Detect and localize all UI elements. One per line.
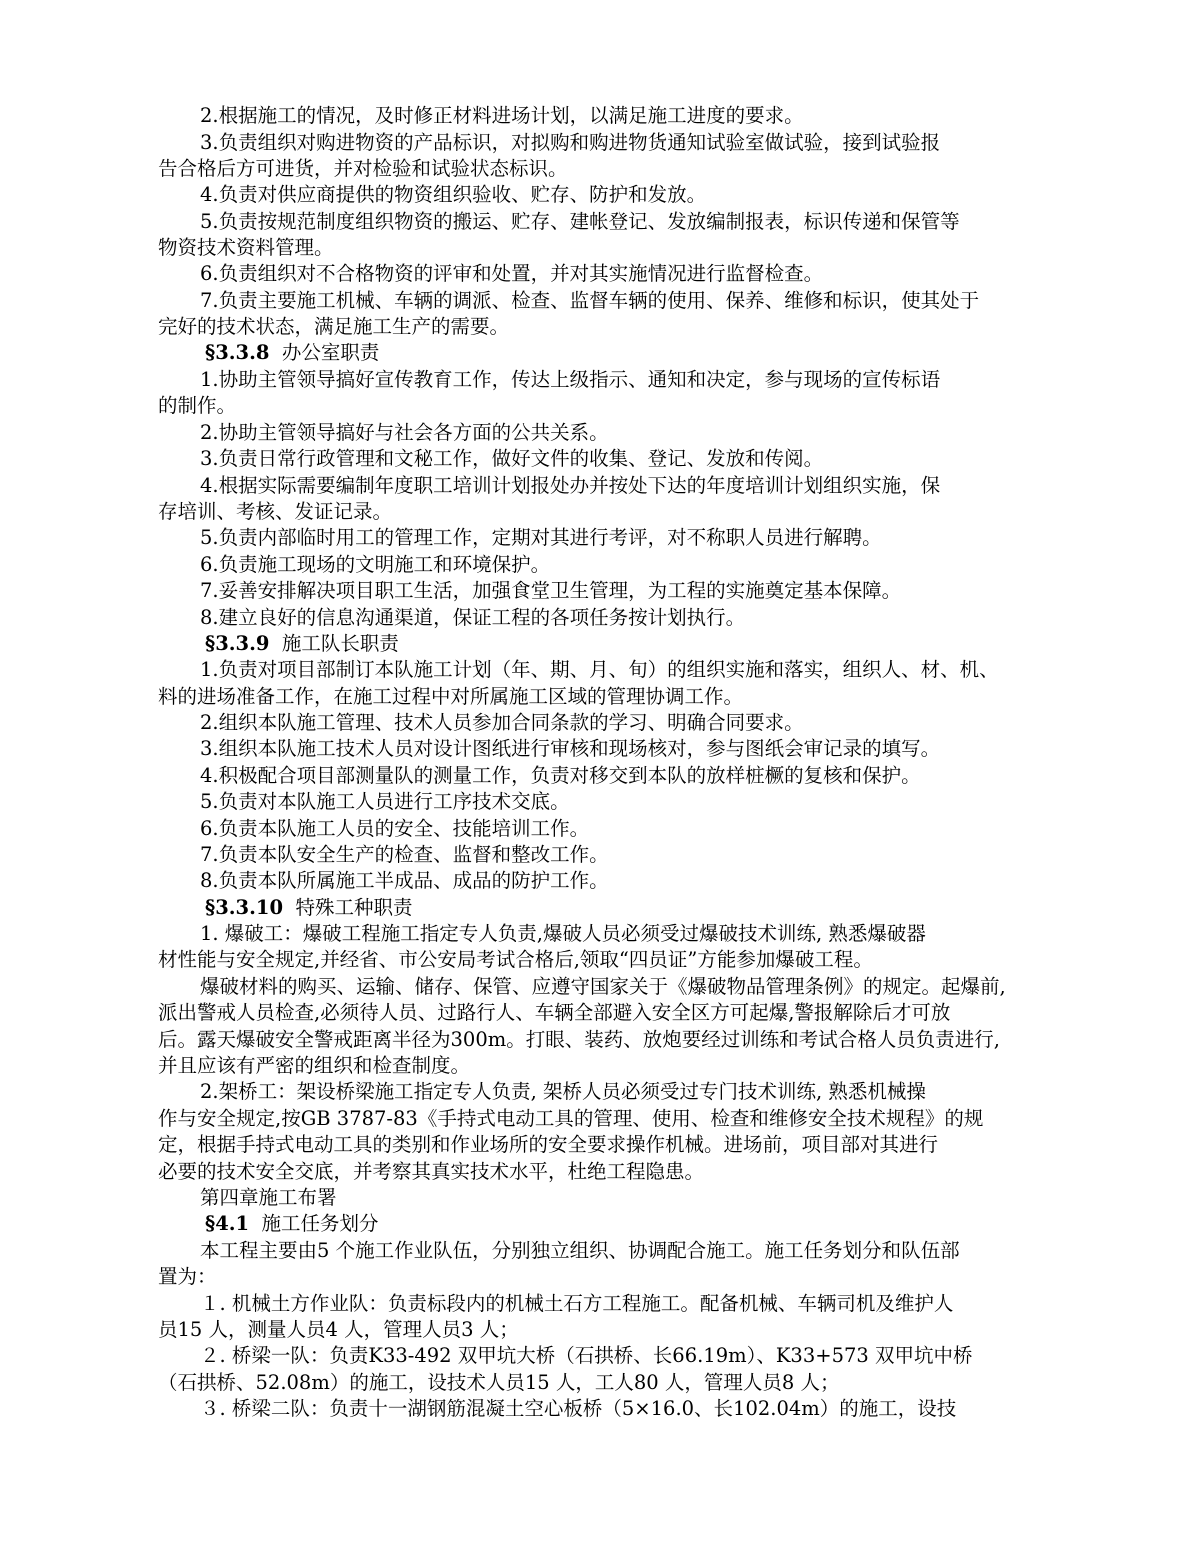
paragraph: ３. 桥梁二队：负责十一湖钢筋混凝土空心板桥（5×16.0、长102.04m）的施工，设技 xyxy=(200,1397,957,1420)
paragraph: 6.负责本队施工人员的安全、技能培训工作。 xyxy=(200,817,590,840)
paragraph-continuation: 后。露天爆破安全警戒距离半径为300m。打眼、装药、放炮要经过训练和考试合格人员负责进行, xyxy=(158,1028,1000,1051)
section-heading-3-3-8 xyxy=(205,341,379,365)
paragraph: 5.负责对本队施工人员进行工序技术交底。 xyxy=(200,790,570,813)
section-title: 特殊工种职责 xyxy=(295,896,413,919)
paragraph: ２. 桥梁一队：负责K33-492 双甲坑大桥（石拱桥、长66.19m）、K33+573 双甲坑中桥 xyxy=(200,1344,973,1367)
paragraph: 3.组织本队施工技术人员对设计图纸进行审核和现场核对，参与图纸会审记录的填写。 xyxy=(200,737,941,760)
paragraph: 4.积极配合项目部测量队的测量工作，负责对移交到本队的放样桩橛的复核和保护。 xyxy=(200,764,921,787)
section-heading-3-3-10 xyxy=(205,896,412,920)
paragraph-continuation: 材性能与安全规定,并经省、市公安局考试合格后,领取“四员证”方能参加爆破工程。 xyxy=(158,948,873,971)
paragraph-continuation: 的制作。 xyxy=(158,394,237,417)
section-number: §3.3.9 xyxy=(205,632,270,655)
paragraph: 8.负责本队所属施工半成品、成品的防护工作。 xyxy=(200,869,609,892)
paragraph-continuation: 员15 人，测量人员4 人，管理人员3 人； xyxy=(158,1318,519,1341)
paragraph: 2.架桥工：架设桥梁施工指定专人负责, 架桥人员必须受过专门技术训练, 熟悉机械操 xyxy=(200,1080,926,1103)
paragraph: 1.协助主管领导搞好宣传教育工作，传达上级指示、通知和决定，参与现场的宣传标语 xyxy=(200,368,941,391)
paragraph-continuation: 必要的技术安全交底，并考察其真实技术水平，杜绝工程隐患。 xyxy=(158,1160,705,1183)
paragraph-continuation: （石拱桥、52.08m）的施工，设技术人员15 人，工人80 人，管理人员8 人； xyxy=(158,1371,840,1394)
paragraph: 1. 爆破工：爆破工程施工指定专人负责,爆破人员必须受过爆破技术训练, 熟悉爆破器 xyxy=(200,922,926,945)
section-heading-4-1 xyxy=(205,1212,379,1236)
paragraph: 1.负责对项目部制订本队施工计划（年、期、月、旬）的组织实施和落实，组织人、材、机、 xyxy=(200,658,999,681)
paragraph: 2.协助主管领导搞好与社会各方面的公共关系。 xyxy=(200,421,609,444)
paragraph-continuation: 物资技术资料管理。 xyxy=(158,236,334,259)
paragraph-continuation: 完好的技术状态，满足施工生产的需要。 xyxy=(158,315,510,338)
paragraph: 5.负责内部临时用工的管理工作，定期对其进行考评，对不称职人员进行解聘。 xyxy=(200,526,882,549)
paragraph: 5.负责按规范制度组织物资的搬运、贮存、建帐登记、发放编制报表，标识传递和保管等 xyxy=(200,210,960,233)
section-title: 办公室职责 xyxy=(281,341,380,364)
paragraph: 4.负责对供应商提供的物资组织验收、贮存、防护和发放。 xyxy=(200,183,707,206)
paragraph: １. 机械土方作业队：负责标段内的机械土石方工程施工。配备机械、车辆司机及维护人 xyxy=(200,1292,954,1315)
paragraph-continuation: 作与安全规定,按GB 3787-83《手持式电动工具的管理、使用、检查和维修安全技术规程》的规 xyxy=(158,1107,984,1130)
section-title: 施工队长职责 xyxy=(281,632,399,655)
section-heading-3-3-9 xyxy=(205,632,399,656)
paragraph: 7.负责主要施工机械、车辆的调派、检查、监督车辆的使用、保养、维修和标识，使其处于 xyxy=(200,289,980,312)
paragraph: 8.建立良好的信息沟通渠道，保证工程的各项任务按计划执行。 xyxy=(200,606,746,629)
paragraph: 爆破材料的购买、运输、储存、保管、应遵守国家关于《爆破物品管理条例》的规定。起爆前, xyxy=(200,975,1006,998)
paragraph-continuation: 派出警戒人员检查,必须待人员、过路行人、车辆全部避入安全区方可起爆,警报解除后才可放 xyxy=(158,1001,951,1024)
paragraph: 7.负责本队安全生产的检查、监督和整改工作。 xyxy=(200,843,609,866)
section-number: §4.1 xyxy=(205,1212,250,1235)
paragraph: 2.组织本队施工管理、技术人员参加合同条款的学习、明确合同要求。 xyxy=(200,711,804,734)
paragraph: 本工程主要由5 个施工作业队伍，分别独立组织、协调配合施工。施工任务划分和队伍部 xyxy=(200,1239,960,1262)
section-title: 施工任务划分 xyxy=(261,1212,379,1235)
paragraph-continuation: 告合格后方可进货，并对检验和试验状态标识。 xyxy=(158,157,568,180)
paragraph: 3.负责组织对购进物资的产品标识，对拟购和购进物货通知试验室做试验，接到试验报 xyxy=(200,131,941,154)
paragraph: 6.负责施工现场的文明施工和环境保护。 xyxy=(200,553,551,576)
paragraph: 7.妥善安排解决项目职工生活，加强食堂卫生管理，为工程的实施奠定基本保障。 xyxy=(200,579,902,602)
section-number: §3.3.10 xyxy=(205,896,284,919)
paragraph-continuation: 存培训、考核、发证记录。 xyxy=(158,500,393,523)
paragraph: 3.负责日常行政管理和文秘工作，做好文件的收集、登记、发放和传阅。 xyxy=(200,447,824,470)
paragraph: 6.负责组织对不合格物资的评审和处置，并对其实施情况进行监督检查。 xyxy=(200,262,824,285)
paragraph: 2.根据施工的情况，及时修正材料进场计划，以满足施工进度的要求。 xyxy=(200,104,804,127)
section-number: §3.3.8 xyxy=(205,341,270,364)
chapter-title: 第四章施工布署 xyxy=(200,1186,337,1209)
paragraph-continuation: 并且应该有严密的组织和检查制度。 xyxy=(158,1054,471,1077)
paragraph: 4.根据实际需要编制年度职工培训计划报处办并按处下达的年度培训计划组织实施，保 xyxy=(200,474,941,497)
paragraph-continuation: 料的进场准备工作，在施工过程中对所属施工区域的管理协调工作。 xyxy=(158,685,744,708)
paragraph-continuation: 置为： xyxy=(158,1265,217,1288)
paragraph-continuation: 定，根据手持式电动工具的类别和作业场所的安全要求操作机械。进场前，项目部对其进行 xyxy=(158,1133,939,1156)
